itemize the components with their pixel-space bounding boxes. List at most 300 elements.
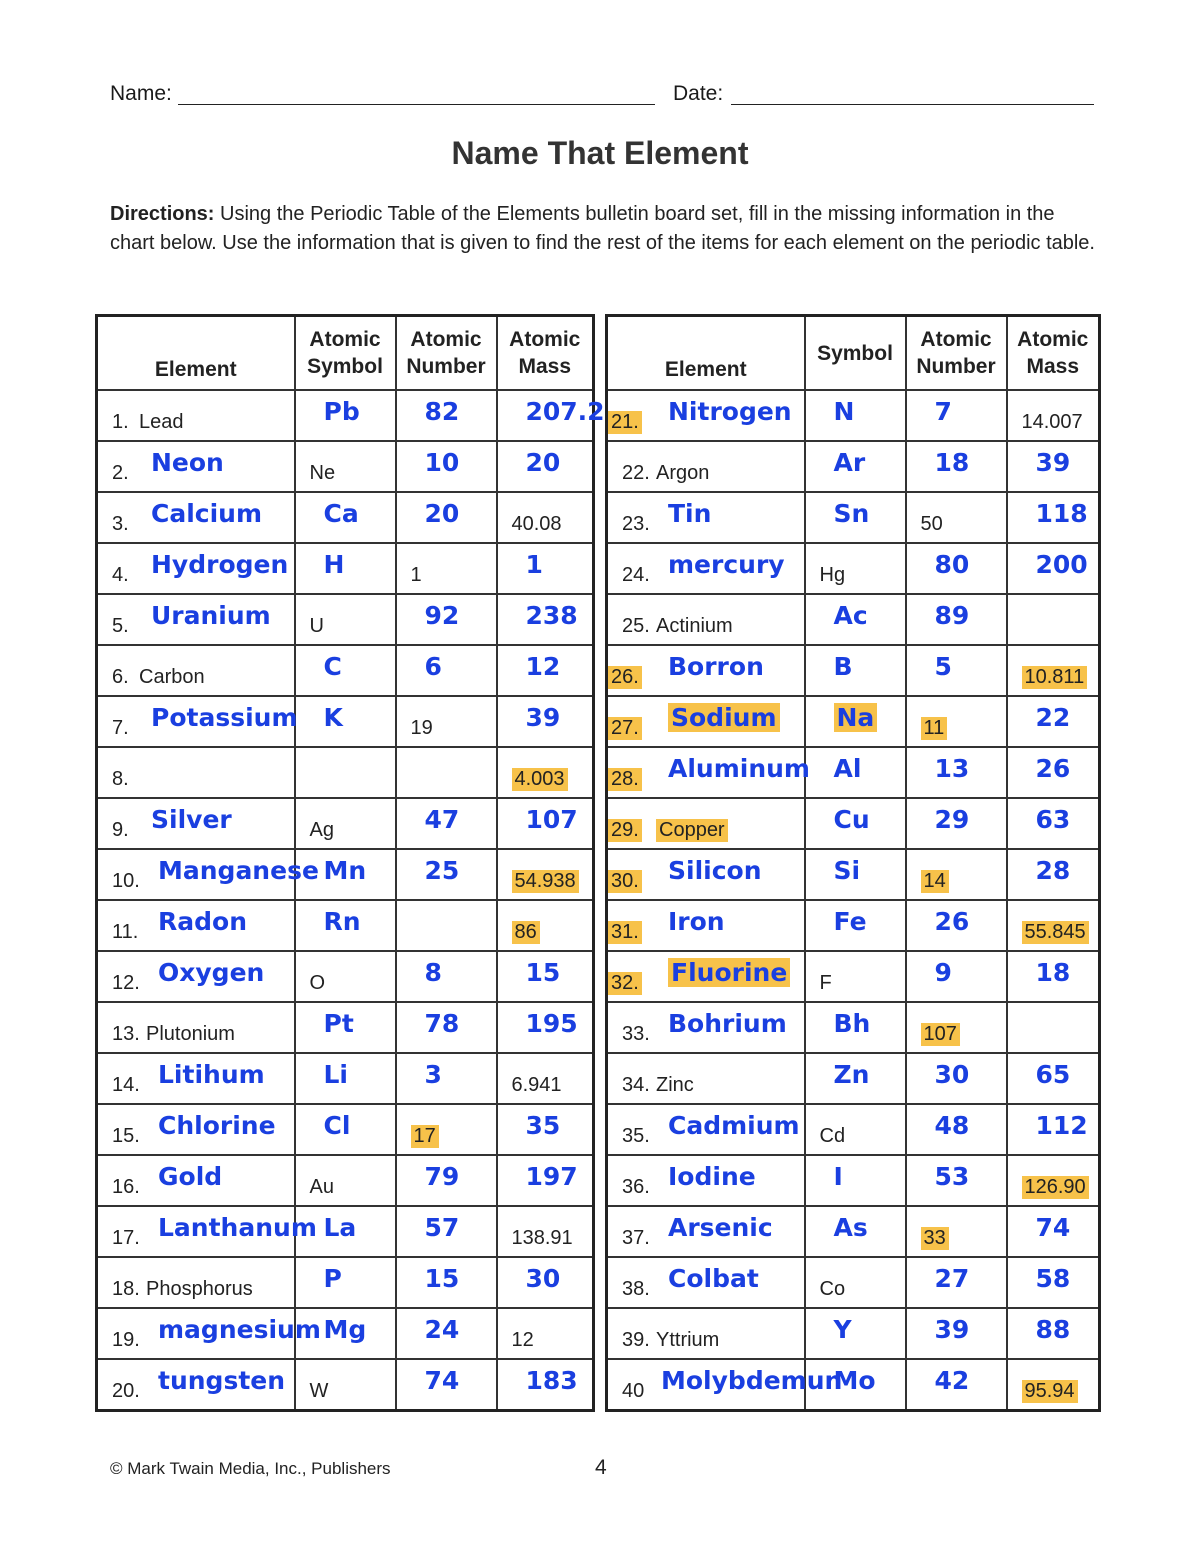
element-name: tungsten [158, 1366, 286, 1395]
mass-cell [497, 849, 594, 900]
number-cell [906, 951, 1007, 1002]
number-value: 19 [410, 717, 433, 739]
row-number: 40 [622, 1380, 645, 1402]
table-row [607, 900, 1100, 951]
number-value: 11 [921, 717, 948, 740]
element-cell [97, 594, 295, 645]
number-cell [906, 849, 1007, 900]
row-number: 35. [622, 1125, 650, 1147]
mass-cell [1007, 1002, 1100, 1053]
mass-cell [1007, 594, 1100, 645]
symbol-cell [805, 1002, 906, 1053]
symbol-value: Fe [833, 907, 867, 936]
element-cell [607, 1257, 805, 1308]
table-row [97, 1359, 594, 1411]
number-value: 10 [424, 448, 460, 477]
row-number: 33. [622, 1023, 650, 1045]
directions [110, 200, 1100, 258]
symbol-cell [805, 1155, 906, 1206]
element-cell [607, 1206, 805, 1257]
symbol-cell [295, 390, 396, 441]
number-value: 6 [424, 652, 442, 681]
row-number: 34. [622, 1074, 650, 1096]
symbol-cell [295, 441, 396, 492]
mass-cell [497, 1104, 594, 1155]
mass-value: 6.941 [511, 1074, 562, 1096]
element-cell [97, 900, 295, 951]
symbol-value: Li [323, 1060, 348, 1089]
element-name: Neon [151, 448, 224, 477]
element-name: Chlorine [158, 1111, 276, 1140]
element-name: Hydrogen [151, 550, 289, 579]
mass-cell [497, 594, 594, 645]
symbol-cell [805, 645, 906, 696]
symbol-cell [295, 849, 396, 900]
symbol-value: La [323, 1213, 357, 1242]
number-value: 26 [934, 907, 970, 936]
mass-cell [497, 1206, 594, 1257]
row-number: 19. [112, 1329, 140, 1351]
symbol-value: H [323, 550, 345, 579]
symbol-cell [805, 492, 906, 543]
symbol-value: C [323, 652, 342, 681]
number-value: 15 [424, 1264, 460, 1293]
name-label: Name: [110, 82, 172, 105]
symbol-cell [805, 594, 906, 645]
number-cell [906, 594, 1007, 645]
symbol-cell [295, 1053, 396, 1104]
table-row [607, 492, 1100, 543]
symbol-value: Hg [819, 564, 846, 586]
symbol-cell [295, 594, 396, 645]
row-number: 22. [622, 462, 650, 484]
mass-cell [1007, 492, 1100, 543]
number-cell [396, 441, 497, 492]
date-label: Date: [673, 82, 724, 105]
number-value: 1 [410, 564, 422, 586]
row-number: 1. [112, 411, 129, 433]
mass-value: 95.94 [1022, 1380, 1078, 1403]
row-number: 8. [112, 768, 129, 790]
mass-value: 195 [525, 1009, 578, 1038]
number-cell [396, 900, 497, 951]
symbol-value: K [323, 703, 343, 732]
table-row [97, 543, 594, 594]
mass-value: 126.90 [1022, 1176, 1089, 1199]
number-cell [906, 390, 1007, 441]
directions-text: Using the Periodic Table of the Elements bulletin board set, fill in the missing information in the chart below. Use the information that is given to find the rest of the items for each element on the periodic table. [110, 203, 1095, 254]
table-row [607, 1104, 1100, 1155]
mass-value: 15 [525, 958, 561, 987]
element-cell [607, 543, 805, 594]
mass-value: 35 [525, 1111, 561, 1140]
table-row [97, 390, 594, 441]
mass-value: 14.007 [1021, 411, 1083, 433]
header-atomic-mass: Atomic Mass [497, 316, 594, 391]
row-number: 20. [112, 1380, 140, 1402]
number-cell [906, 1206, 1007, 1257]
mass-cell [497, 1053, 594, 1104]
mass-cell [1007, 1104, 1100, 1155]
mass-value: 107 [525, 805, 578, 834]
symbol-value: Cd [819, 1125, 846, 1147]
element-name: Molybdemun [661, 1366, 843, 1395]
element-cell [97, 849, 319, 900]
number-value: 5 [934, 652, 952, 681]
element-cell [607, 1002, 805, 1053]
mass-cell [497, 1155, 594, 1206]
mass-cell [497, 798, 594, 849]
right-table [605, 314, 1101, 1412]
number-value: 24 [424, 1315, 460, 1344]
number-cell [396, 390, 497, 441]
mass-cell [1007, 1257, 1100, 1308]
table-row [97, 492, 594, 543]
table-row [97, 1002, 594, 1053]
table-row [607, 594, 1100, 645]
row-number: 5. [112, 615, 129, 637]
date-line [731, 104, 1094, 105]
mass-value: 39 [1035, 448, 1071, 477]
number-cell [906, 900, 1007, 951]
number-value: 3 [424, 1060, 442, 1089]
mass-value: 112 [1035, 1111, 1088, 1140]
symbol-value: Co [819, 1278, 846, 1300]
header-atomic-mass: Atomic Mass [1007, 316, 1100, 391]
element-name: Oxygen [158, 958, 265, 987]
number-value: 39 [934, 1315, 970, 1344]
table-row [607, 1308, 1100, 1359]
element-name: Iodine [668, 1162, 756, 1191]
element-cell [607, 1308, 805, 1359]
symbol-cell [295, 1104, 396, 1155]
mass-cell [1007, 1206, 1100, 1257]
symbol-value: Zn [833, 1060, 870, 1089]
row-number: 11. [112, 921, 139, 943]
number-value: 9 [934, 958, 952, 987]
number-value: 25 [424, 856, 460, 885]
element-cell [97, 645, 295, 696]
row-number: 14. [112, 1074, 140, 1096]
element-name: Zinc [656, 1074, 694, 1096]
page-title: Name That Element [451, 135, 749, 171]
mass-cell [1007, 696, 1100, 747]
element-cell [607, 390, 805, 441]
element-cell [97, 1053, 295, 1104]
mass-cell [1007, 645, 1100, 696]
number-cell [396, 1257, 497, 1308]
mass-cell [1007, 543, 1100, 594]
symbol-value: U [309, 615, 324, 637]
mass-value: 238 [525, 601, 578, 630]
element-name: Fluorine [668, 958, 790, 987]
row-number: 23. [622, 513, 650, 535]
mass-cell [497, 1257, 594, 1308]
number-value: 13 [934, 754, 970, 783]
symbol-cell [805, 1053, 906, 1104]
row-number: 30. [608, 870, 642, 893]
row-number: 28. [608, 768, 642, 791]
row-number: 32. [608, 972, 642, 995]
mass-cell [1007, 900, 1100, 951]
table-row [97, 441, 594, 492]
symbol-cell [295, 645, 396, 696]
element-name: Bohrium [668, 1009, 787, 1038]
mass-cell [497, 1359, 594, 1411]
symbol-cell [295, 1308, 396, 1359]
element-cell [607, 1359, 843, 1411]
element-name: Silver [151, 805, 232, 834]
symbol-cell [805, 1104, 906, 1155]
mass-value: 86 [512, 921, 540, 944]
number-value: 53 [934, 1162, 970, 1191]
symbol-cell [805, 900, 906, 951]
table-row [97, 951, 594, 1002]
number-value: 107 [921, 1023, 960, 1046]
table-row [607, 390, 1100, 441]
number-value: 74 [424, 1366, 460, 1395]
element-name: Calcium [151, 499, 263, 528]
number-value: 29 [934, 805, 970, 834]
mass-value: 54.938 [512, 870, 579, 893]
mass-cell [1007, 849, 1100, 900]
row-number: 38. [622, 1278, 650, 1300]
number-cell [396, 594, 497, 645]
element-name: Cadmium [668, 1111, 800, 1140]
element-cell [97, 1359, 295, 1411]
mass-value: 200 [1035, 550, 1088, 579]
table-row [607, 1155, 1100, 1206]
directions-label: Directions: [110, 203, 215, 225]
number-cell [396, 1308, 497, 1359]
row-number: 25. [622, 615, 650, 637]
element-name: Tin [668, 499, 712, 528]
symbol-value: Cl [323, 1111, 351, 1140]
table-row [607, 1053, 1100, 1104]
mass-cell [1007, 390, 1100, 441]
symbol-cell [805, 1308, 906, 1359]
mass-value: 18 [1035, 958, 1071, 987]
table-row [97, 1206, 594, 1257]
table-row [607, 543, 1100, 594]
element-cell [607, 594, 805, 645]
symbol-cell [295, 492, 396, 543]
mass-cell [1007, 1053, 1100, 1104]
mass-cell [497, 441, 594, 492]
number-cell [396, 1002, 497, 1053]
element-name: Phosphorus [146, 1278, 253, 1300]
number-value: 20 [424, 499, 460, 528]
symbol-value: O [309, 972, 326, 994]
number-cell [396, 849, 497, 900]
table-row [97, 747, 594, 798]
row-number: 16. [112, 1176, 140, 1198]
mass-value: 88 [1035, 1315, 1071, 1344]
mass-value: 20 [525, 448, 561, 477]
element-cell [607, 747, 810, 798]
mass-value: 183 [525, 1366, 578, 1395]
symbol-value: P [323, 1264, 342, 1293]
element-name: Silicon [668, 856, 762, 885]
mass-cell [1007, 1308, 1100, 1359]
mass-value: 10.811 [1022, 666, 1088, 689]
element-name: Lead [139, 411, 184, 433]
mass-value: 4.003 [512, 768, 568, 791]
mass-cell [1007, 1155, 1100, 1206]
row-number: 27. [608, 717, 642, 740]
number-cell [906, 1257, 1007, 1308]
row-number: 9. [112, 819, 129, 841]
mass-value: 63 [1035, 805, 1071, 834]
mass-value: 138.91 [511, 1227, 573, 1249]
element-name: Sodium [668, 703, 780, 732]
mass-value: 58 [1035, 1264, 1071, 1293]
mass-cell [497, 696, 594, 747]
number-cell [396, 798, 497, 849]
element-name: Litihum [158, 1060, 265, 1089]
number-value: 30 [934, 1060, 970, 1089]
symbol-cell [295, 1206, 396, 1257]
element-cell [97, 1155, 295, 1206]
symbol-value: As [833, 1213, 868, 1242]
symbol-cell [805, 747, 906, 798]
row-number: 31. [608, 921, 642, 944]
number-cell [396, 1359, 497, 1411]
number-value: 27 [934, 1264, 970, 1293]
symbol-cell [295, 798, 396, 849]
number-value: 17 [411, 1125, 439, 1148]
header-atomic-number: Atomic Number [396, 316, 497, 391]
symbol-cell [805, 441, 906, 492]
symbol-value: I [833, 1162, 843, 1191]
mass-value: 65 [1035, 1060, 1071, 1089]
table-row [607, 1206, 1100, 1257]
symbol-value: Ac [833, 601, 868, 630]
symbol-cell [805, 951, 906, 1002]
element-name: Colbat [668, 1264, 759, 1293]
symbol-value: Cu [833, 805, 870, 834]
row-number: 2. [112, 462, 129, 484]
table-row [97, 1155, 594, 1206]
symbol-cell [805, 849, 906, 900]
mass-cell [497, 951, 594, 1002]
symbol-cell [295, 1002, 396, 1053]
number-cell [396, 1104, 497, 1155]
element-name: Carbon [139, 666, 205, 688]
table-row [607, 747, 1100, 798]
table-row [607, 849, 1100, 900]
number-value: 57 [424, 1213, 460, 1242]
element-cell [97, 441, 295, 492]
row-number: 21. [608, 411, 642, 434]
symbol-value: B [833, 652, 853, 681]
symbol-cell [805, 798, 906, 849]
table-row [607, 798, 1100, 849]
header-element: Element [97, 316, 295, 391]
row-number: 36. [622, 1176, 650, 1198]
element-cell [97, 1104, 295, 1155]
symbol-cell [295, 900, 396, 951]
page-number: 4 [595, 1456, 607, 1479]
table-row [607, 1002, 1100, 1053]
symbol-value: Na [834, 703, 878, 732]
number-value: 47 [424, 805, 460, 834]
mass-cell [497, 492, 594, 543]
name-line [178, 104, 655, 105]
header-element: Element [607, 316, 805, 391]
symbol-value: Ne [309, 462, 336, 484]
symbol-value: Sn [833, 499, 870, 528]
header-symbol: Symbol [805, 316, 906, 391]
row-number: 17. [112, 1227, 140, 1249]
element-name: Uranium [151, 601, 271, 630]
element-cell [607, 441, 805, 492]
mass-cell [497, 390, 605, 441]
symbol-value: F [819, 972, 832, 994]
element-cell [97, 1002, 295, 1053]
number-cell [906, 492, 1007, 543]
table-row [97, 849, 594, 900]
symbol-value: Si [833, 856, 861, 885]
element-cell [607, 1053, 805, 1104]
mass-cell [497, 543, 594, 594]
mass-value: 39 [525, 703, 561, 732]
number-value: 92 [424, 601, 460, 630]
symbol-cell [295, 696, 396, 747]
element-name: Actinium [656, 615, 733, 637]
symbol-cell [295, 951, 396, 1002]
number-cell [396, 1206, 497, 1257]
element-cell [97, 390, 295, 441]
mass-value: 26 [1035, 754, 1071, 783]
symbol-value: Pb [323, 397, 360, 426]
element-name: Gold [158, 1162, 223, 1191]
table-row [607, 645, 1100, 696]
row-number: 6. [112, 666, 129, 688]
element-cell [607, 645, 805, 696]
mass-value: 30 [525, 1264, 561, 1293]
number-cell [396, 645, 497, 696]
mass-value: 40.08 [511, 513, 562, 535]
table-row [97, 645, 594, 696]
mass-cell [1007, 747, 1100, 798]
table-row [97, 594, 594, 645]
symbol-value: Mg [323, 1315, 367, 1344]
mass-cell [1007, 951, 1100, 1002]
symbol-cell [295, 1359, 396, 1411]
number-cell [906, 747, 1007, 798]
number-cell [396, 492, 497, 543]
element-cell [97, 798, 295, 849]
mass-cell [497, 900, 594, 951]
element-name: Manganese [158, 856, 319, 885]
number-value: 7 [934, 397, 952, 426]
element-name: Yttrium [656, 1329, 720, 1351]
row-number: 29. [608, 819, 642, 842]
element-cell [607, 849, 805, 900]
mass-cell [497, 1308, 594, 1359]
header-atomic-number: Atomic Number [906, 316, 1007, 391]
table-row [97, 696, 594, 747]
element-cell [97, 696, 298, 747]
table-row [97, 1104, 594, 1155]
number-cell [906, 1155, 1007, 1206]
mass-value: 1 [525, 550, 543, 579]
element-name: Potassium [151, 703, 298, 732]
element-cell [97, 1257, 295, 1308]
number-cell [396, 543, 497, 594]
element-cell [607, 492, 805, 543]
